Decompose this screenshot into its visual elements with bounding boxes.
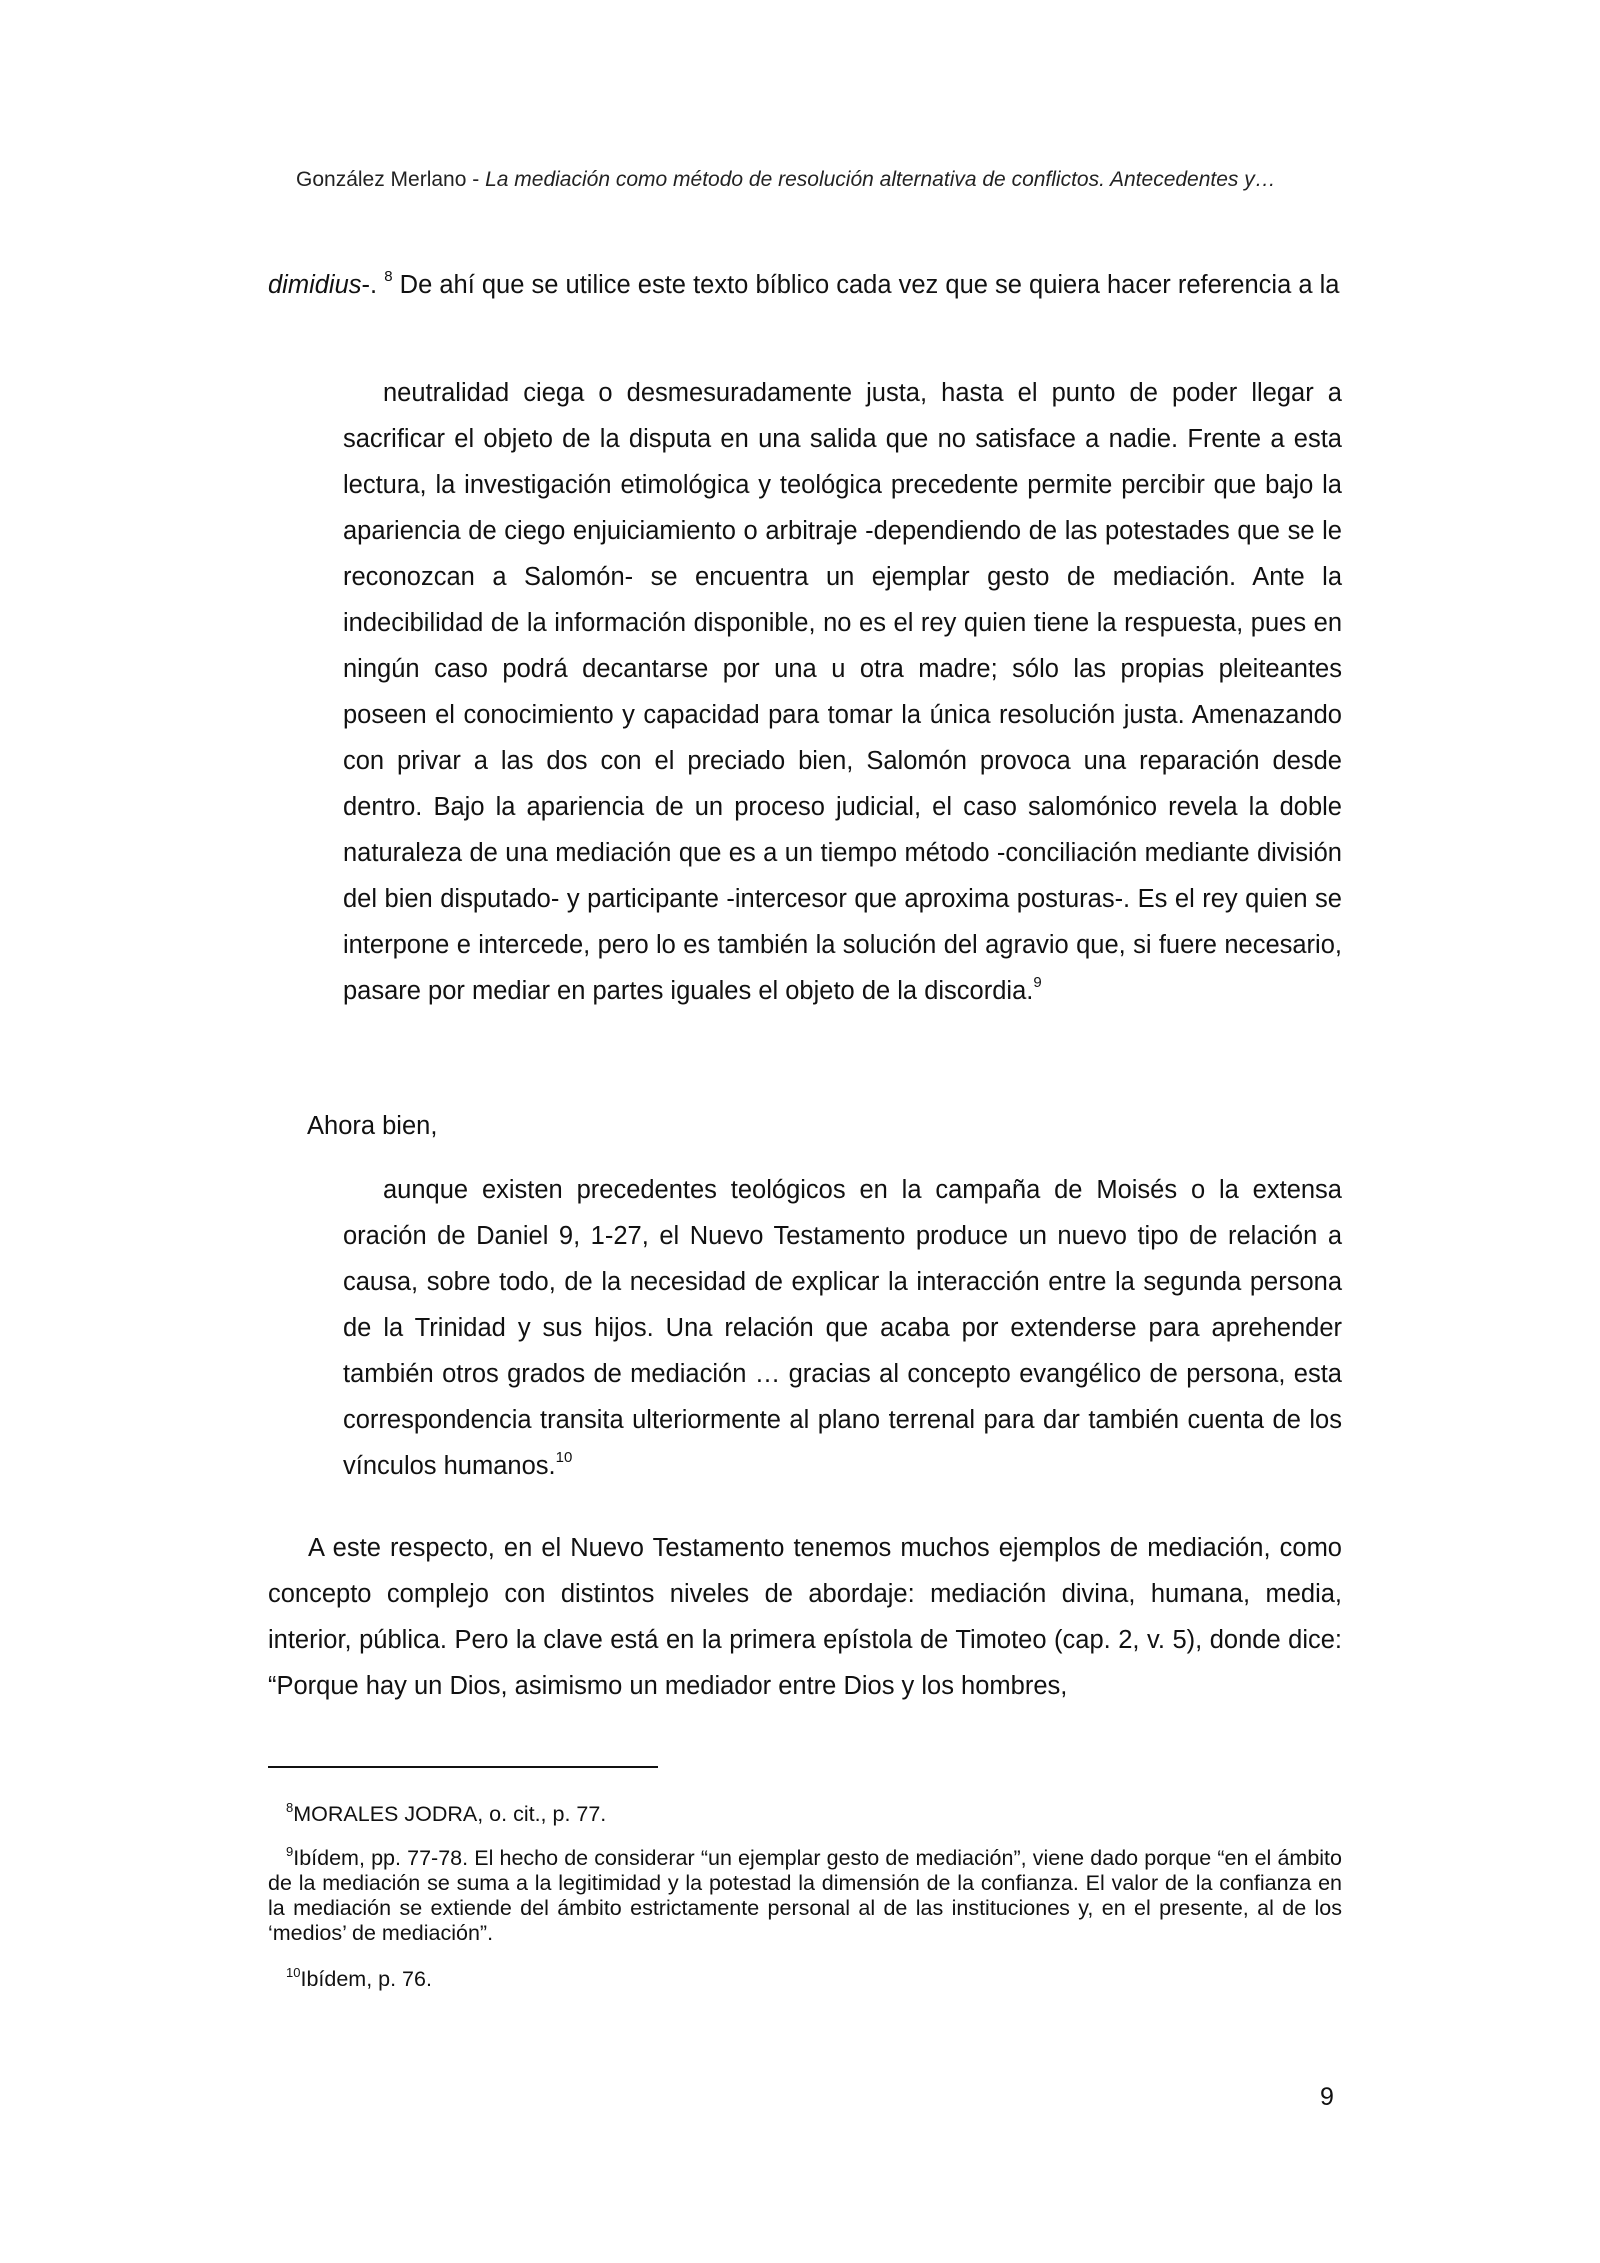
page-number: 9 xyxy=(1320,2083,1334,2111)
footnote-separator xyxy=(268,1766,658,1768)
quote1-text: neutralidad ciega o desmesuradamente justa, hasta el punto de poder llegar a sacrificar el objeto de la disputa en una salida que no satisface a nadie. Frente a esta lectura, la investigación etimológica y teológica precedente permite percibir que bajo la apariencia de ciego enjuiciamiento o arbitraje -dependiendo de las potestades que se le reconozcan a Salomón- se encuentra un ejemplar gesto de mediación. Ante la indecibilidad de la información disponible, no es el rey quien tiene la respuesta, pues en ningún caso podrá decantarse por una u otra madre; sólo las propias pleiteantes poseen el conocimiento y capacidad para tomar la única resolución justa. Amenazando con privar a las dos con el preciado bien, Salomón provoca una reparación desde dentro. Bajo la apariencia de un proceso judicial, el caso salomónico revela la doble naturaleza de una mediación que es a un tiempo método -conciliación mediante división del bien disputado- y participante -intercesor que aproxima posturas-. Es el rey quien se interpone e intercede, pero lo es también la solución del agravio que, si fuere necesario, pasare por mediar en partes iguales el objeto de la discordia. xyxy=(343,379,1342,1005)
intro-text: De ahí que se utilice este texto bíblico cada vez que se quiera hacer referencia a la xyxy=(392,271,1340,299)
intro-italic: dimidius xyxy=(268,271,362,299)
intro-paragraph xyxy=(268,262,1342,308)
footnote-ref-9[interactable]: 9 xyxy=(1033,974,1042,991)
quote2-text: aunque existen precedentes teológicos en la campaña de Moisés o la extensa oración de Daniel 9, 1-27, el Nuevo Testamento produce un nuevo tipo de relación a causa, sobre todo, de la necesidad de explicar la interacción entre la segunda persona de la Trinidad y sus hijos. Una relación que acaba por extenderse para aprehender también otros grados de mediación … gracias al concepto evangélico de persona, esta correspondencia transita ulteriormente al plano terrenal para dar también cuenta de los vínculos humanos. xyxy=(343,1176,1342,1480)
intro-punct: -. xyxy=(361,271,385,299)
footnote-ref-10[interactable]: 10 xyxy=(555,1449,573,1466)
footnote-number: 9 xyxy=(286,1844,294,1859)
footnote-8 xyxy=(268,1802,1342,1827)
footnote-text: Ibídem, p. 76. xyxy=(300,1967,432,1991)
footnote-text: MORALES JODRA, o. cit., p. 77. xyxy=(293,1802,607,1826)
footnote-number: 8 xyxy=(286,1800,294,1815)
header-author: González Merlano - xyxy=(296,168,486,191)
footnote-text: Ibídem, pp. 77-78. El hecho de considerar “un ejemplar gesto de mediación”, viene dado porque “en el ámbito de la mediación se suma a la legitimidad y la potestad la dimensión de la confianza. El valor de la confianza en la mediación se extiende del ámbito estrictamente personal al de las instituciones y, en el presente, al de los ‘medios’ de mediación”. xyxy=(268,1846,1342,1945)
running-header xyxy=(296,168,1336,192)
transition-text: Ahora bien, xyxy=(307,1112,438,1140)
header-title: La mediación como método de resolución alternativa de conflictos. Antecedentes y… xyxy=(485,168,1276,191)
block-quote-2 xyxy=(343,1167,1342,1489)
footnote-10 xyxy=(268,1967,1342,1992)
block-quote-1 xyxy=(343,370,1342,1014)
footnote-ref-8[interactable]: 8 xyxy=(384,268,393,285)
body-paragraph: A este respecto, en el Nuevo Testamento tenemos muchos ejemplos de mediación, como concepto complejo con distintos niveles de abordaje: mediación divina, humana, media, interior, pública. Pero la clave está en la primera epístola de Timoteo (cap. 2, v. 5), donde dice: “Porque hay un Dios, asimismo un mediador entre Dios y los hombres, xyxy=(268,1534,1342,1700)
footnote-9 xyxy=(268,1846,1342,1946)
footnote-number: 10 xyxy=(286,1965,301,1980)
